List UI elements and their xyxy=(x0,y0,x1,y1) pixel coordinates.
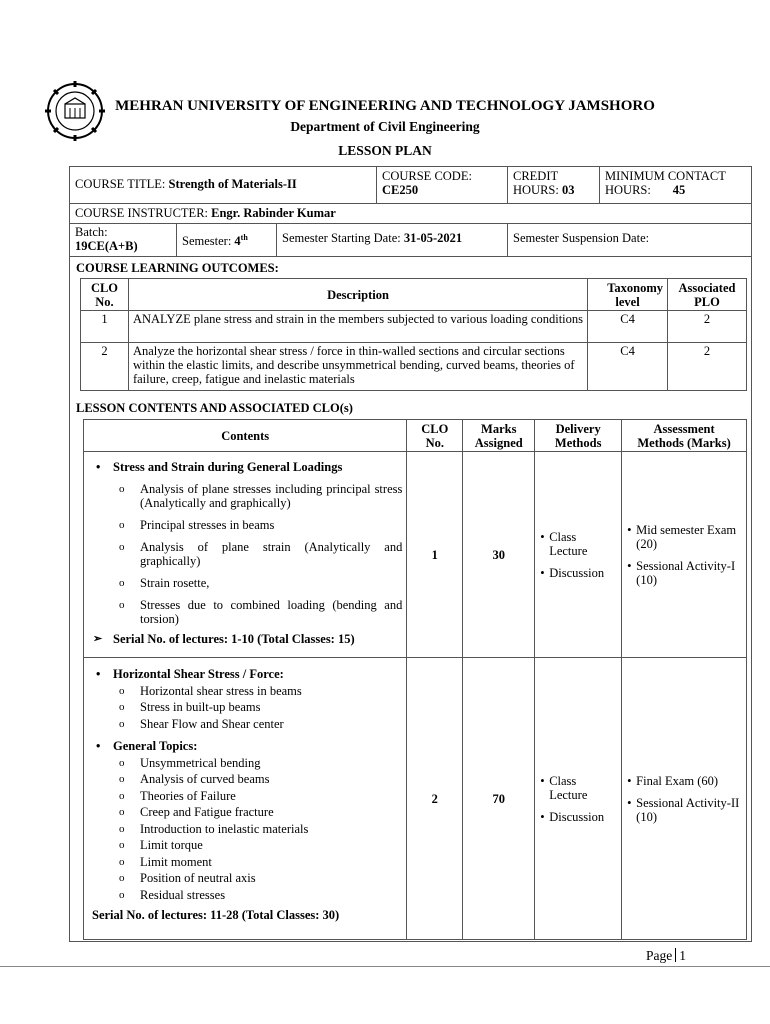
assessment-item: • Final Exam (60) xyxy=(626,774,742,788)
department-name: Department of Civil Engineering xyxy=(290,119,480,134)
start-date-value: 31-05-2021 xyxy=(403,231,463,245)
subtopic-item: o Stress in built-up beams xyxy=(88,699,402,716)
semester-label: Semester: xyxy=(182,234,232,249)
subtopic-item: o Introduction to inelastic materials xyxy=(88,821,402,838)
assessment-methods xyxy=(622,452,747,658)
course-info-row xyxy=(70,167,751,204)
subtopic-item: o Limit moment xyxy=(88,854,402,871)
instructor-value: Engr. Rabinder Kumar xyxy=(211,206,336,220)
credit-hours-cell xyxy=(508,167,600,203)
min-contact-label: MINIMUM CONTACT xyxy=(605,169,726,183)
clo-section-title: COURSE LEARNING OUTCOMES: xyxy=(76,261,279,275)
course-title-value: Strength of Materials-II xyxy=(168,177,297,191)
clo-taxonomy: C4 xyxy=(588,343,668,391)
subtopic-item: o Horizontal shear stress in beams xyxy=(88,683,402,700)
suspension-date-label: Semester Suspension Date: xyxy=(513,231,650,245)
page-footer xyxy=(646,948,686,964)
lectures-summary: ➢ Serial No. of lectures: 1-10 (Total Classes: 15) xyxy=(88,632,402,646)
lesson-section-title: LESSON CONTENTS AND ASSOCIATED CLO(s) xyxy=(76,401,353,415)
credit-label: CREDIT xyxy=(513,169,559,183)
lesson-clo-no: 1 xyxy=(407,452,463,658)
page-label: Page xyxy=(646,948,673,963)
course-code-label: COURSE CODE: xyxy=(382,169,472,183)
taxonomy-header: Taxonomy level xyxy=(588,279,668,311)
clo-no: 2 xyxy=(81,343,129,391)
contents-header: Contents xyxy=(84,420,407,452)
lesson-contents xyxy=(84,452,407,658)
subtopic-item: o Stresses due to combined loading (bending and torsion) xyxy=(88,598,402,626)
subtopic-item: o Analysis of curved beams xyxy=(88,771,402,788)
clo-plo: 2 xyxy=(668,343,747,391)
instructor-cell xyxy=(70,203,751,223)
assessment-header: Assessment Methods (Marks) xyxy=(622,420,747,452)
footer-rule xyxy=(0,966,770,967)
subtopic-item: o Residual stresses xyxy=(88,887,402,904)
course-title-cell xyxy=(70,167,377,203)
min-contact-hours-label: HOURS: xyxy=(605,183,651,197)
table-row xyxy=(81,311,747,343)
assessment-item: • Sessional Activity-I (10) xyxy=(626,559,742,587)
clo-no: 1 xyxy=(81,311,129,343)
lesson-table xyxy=(83,419,747,940)
clo-description: ANALYZE plane stress and strain in the members subjected to various loading conditions xyxy=(128,311,587,343)
semester-sup: th xyxy=(240,233,248,242)
subtopic-item: o Shear Flow and Shear center xyxy=(88,716,402,733)
subtopic-item: o Principal stresses in beams xyxy=(88,518,402,532)
credit-hours-value: 03 xyxy=(561,183,575,197)
lectures-summary: Serial No. of lectures: 11-28 (Total Classes: 30) xyxy=(92,908,340,922)
delivery-header: Delivery Methods xyxy=(535,420,622,452)
batch-value: 19CE(A+B) xyxy=(75,239,138,253)
page-separator xyxy=(675,948,676,962)
clo-taxonomy: C4 xyxy=(588,311,668,343)
lesson-marks: 30 xyxy=(463,452,535,658)
clo-plo: 2 xyxy=(668,311,747,343)
suspension-date-cell xyxy=(508,223,751,256)
batch-cell xyxy=(70,223,177,256)
subtopic-item: o Limit torque xyxy=(88,837,402,854)
table-row xyxy=(81,343,747,391)
semester-row xyxy=(70,223,751,257)
course-code-value: CE250 xyxy=(382,183,419,197)
subtopic-item: o Analysis of plane stresses including principal stress (Analytically and graphically) xyxy=(88,482,402,510)
assessment-methods xyxy=(622,658,747,940)
university-name: MEHRAN UNIVERSITY OF ENGINEERING AND TECHNOLOGY JAMSHORO xyxy=(115,98,655,114)
marks-header: Marks Assigned xyxy=(463,420,535,452)
instructor-row xyxy=(70,203,751,224)
delivery-methods xyxy=(535,452,622,658)
semester-cell xyxy=(177,223,277,256)
lesson-table-header xyxy=(84,420,747,452)
delivery-item: • Class Lecture xyxy=(539,774,617,802)
delivery-item: • Discussion xyxy=(539,810,617,824)
course-code-cell xyxy=(377,167,508,203)
start-date-label: Semester Starting Date: xyxy=(282,231,401,245)
clo-table-header xyxy=(81,279,747,311)
clo-description-header: Description xyxy=(128,279,587,311)
clo-no-header: CLO No. xyxy=(81,279,129,311)
table-row xyxy=(84,658,747,940)
subtopic-item: o Strain rosette, xyxy=(88,576,402,590)
delivery-item: • Discussion xyxy=(539,566,617,580)
subtopic-item: o Position of neutral axis xyxy=(88,870,402,887)
start-date-cell xyxy=(277,223,508,256)
subtopic-item: o Theories of Failure xyxy=(88,788,402,805)
topic-heading: • General Topics: xyxy=(88,738,402,755)
delivery-item: • Class Lecture xyxy=(539,530,617,558)
clo-description: Analyze the horizontal shear stress / force in thin-walled sections and circular sections within the elastic limits, and describe unsymmetrical bending, curved beams, theories of failure, creep, fatigue and inelastic materials xyxy=(128,343,587,391)
page-number: 1 xyxy=(679,948,686,963)
clo-table xyxy=(80,278,747,391)
table-row xyxy=(84,452,747,658)
subtopic-item: o Unsymmetrical bending xyxy=(88,755,402,772)
course-title-label: COURSE TITLE: xyxy=(75,177,166,191)
min-contact-hours-value: 45 xyxy=(672,183,686,197)
semester-value: 4 xyxy=(234,234,241,249)
lesson-clo-header: CLO No. xyxy=(407,420,463,452)
delivery-methods xyxy=(535,658,622,940)
min-contact-cell xyxy=(600,167,751,203)
subtopic-item: o Creep and Fatigue fracture xyxy=(88,804,402,821)
topic-heading: • Stress and Strain during General Loadings xyxy=(88,460,402,474)
batch-label: Batch: xyxy=(75,225,108,239)
instructor-label: COURSE INSTRUCTER: xyxy=(75,206,209,220)
assessment-item: • Mid semester Exam (20) xyxy=(626,523,742,551)
subtopic-item: o Analysis of plane strain (Analytically and graphically) xyxy=(88,540,402,568)
lesson-marks: 70 xyxy=(463,658,535,940)
credit-hours-label: HOURS: xyxy=(513,183,559,197)
assessment-item: • Sessional Activity-II (10) xyxy=(626,796,742,824)
topic-heading: • Horizontal Shear Stress / Force: xyxy=(88,666,402,683)
doc-title: LESSON PLAN xyxy=(338,143,432,158)
lesson-plan-frame xyxy=(69,166,752,942)
lesson-clo-no: 2 xyxy=(407,658,463,940)
lesson-contents xyxy=(84,658,407,940)
plo-header: Associated PLO xyxy=(668,279,747,311)
